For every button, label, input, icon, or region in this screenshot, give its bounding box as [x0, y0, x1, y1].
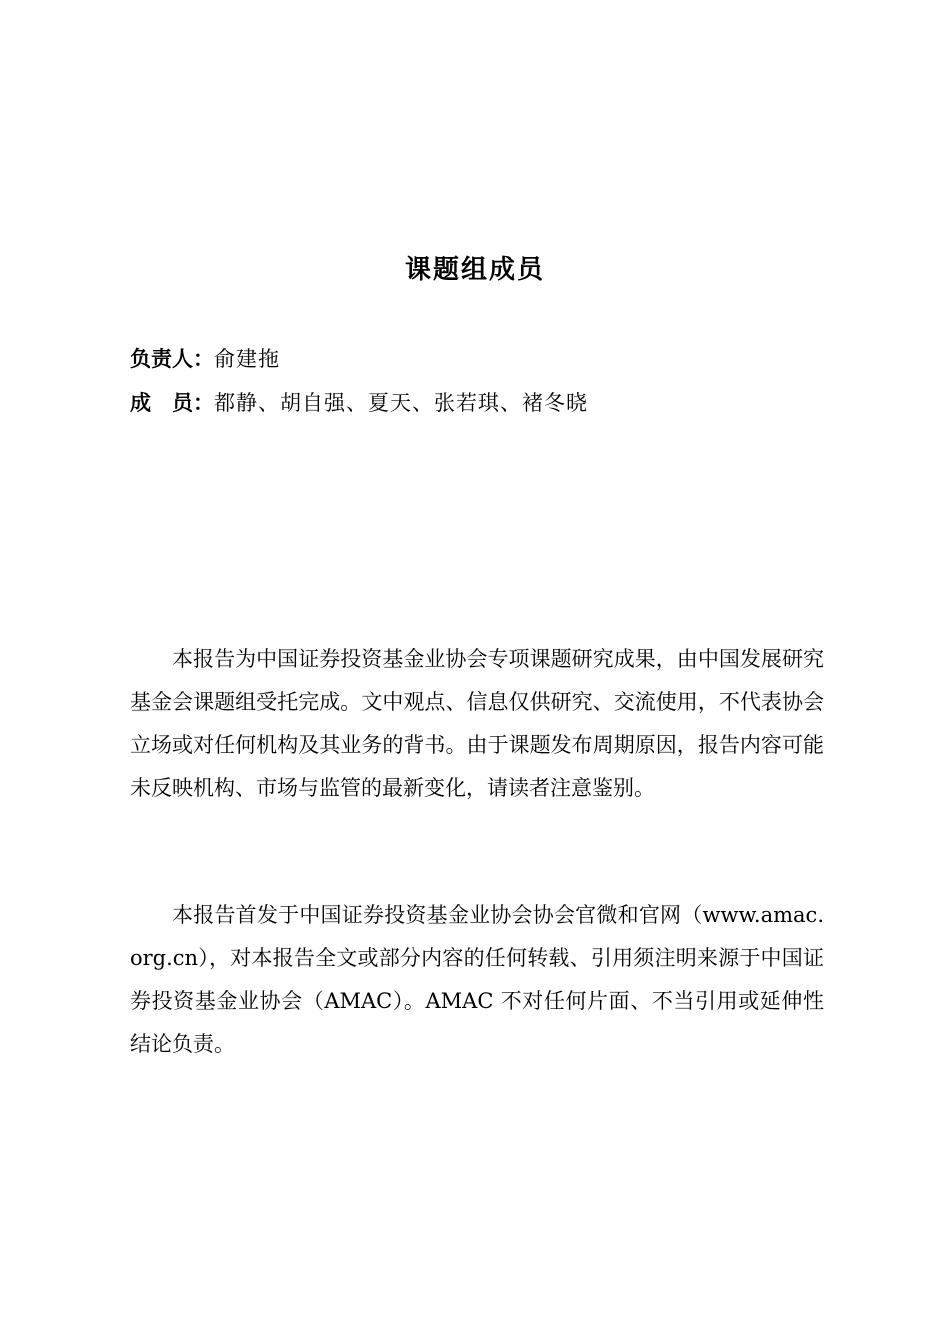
leader-name: 俞建拖 [214, 347, 280, 371]
members-label: 成 员： [130, 391, 214, 415]
publication-paragraph: 本报告首发于中国证券投资基金业协会协会官微和官网（www.amac.org.cn），对本报告全文或部分内容的任何转载、引用须注明来源于中国证券投资基金业协会（AMAC）。AMAC 不对任何片面、不当引用或延伸性结论负责。 [130, 903, 824, 1056]
disclaimer-paragraph: 本报告为中国证券投资基金业协会专项课题研究成果，由中国发展研究基金会课题组受托完成。文中观点、信息仅供研究、交流使用，不代表协会立场或对任何机构及其业务的背书。由于课题发布周期原因，报告内容可能未反映机构、市场与监管的最新变化，请读者注意鉴别。 [130, 647, 824, 800]
members-line [130, 381, 830, 425]
leader-line [130, 337, 830, 381]
page-title: 课题组成员 [404, 255, 545, 285]
leader-label: 负责人： [130, 347, 214, 371]
member-list [130, 337, 830, 425]
member-names: 都静、胡自强、夏天、张若琪、褚冬晓 [214, 391, 588, 415]
